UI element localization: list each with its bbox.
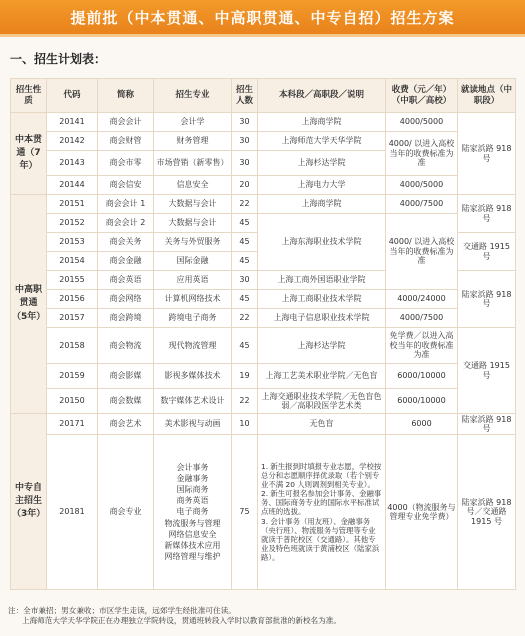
cell-school: 上海交通职业技术学院／无色盲色弱／高职段医学艺术类 <box>258 389 386 414</box>
table-row <box>11 389 516 414</box>
cell-code: 20171 <box>47 414 98 435</box>
cell-abbr: 商会艺术 <box>98 414 154 435</box>
footnote-line-2: 上海师范大学天华学院正在办理独立学院转设，贯通班转段入学时以教育部批准的新校名为准。 <box>22 616 341 626</box>
header-location: 就读地点（中职段） <box>458 79 516 113</box>
cell-location: 陆家浜路 918 号 <box>458 414 516 435</box>
cell-location: 陆家浜路 918 号 <box>458 195 516 233</box>
cell-code: 20144 <box>47 176 98 195</box>
cell-abbr: 商会跨境 <box>98 309 154 328</box>
cell-abbr: 商会信安 <box>98 176 154 195</box>
cell-major: 计算机网络技术 <box>154 290 232 309</box>
cell-major: 大数据与会计 <box>154 214 232 233</box>
cell-code: 20157 <box>47 309 98 328</box>
table-row <box>11 328 516 364</box>
header-abbr: 简称 <box>98 79 154 113</box>
cell-location: 陆家浜路 918 号／交通路 1915 号 <box>458 435 516 590</box>
cell-fee: 4000/5000 <box>386 113 458 132</box>
cell-code: 20155 <box>47 271 98 290</box>
cell-school: 上海杉达学院 <box>258 151 386 176</box>
cell-major: 会计事务 金融事务 国际商务 商务英语 电子商务 物流服务与管理 网络信息安全 新媒体技术应用 网络管理与维护 <box>154 435 232 590</box>
footnote <box>8 606 520 627</box>
cell-major: 市场营销（新零售） <box>154 151 232 176</box>
table-row <box>11 364 516 389</box>
cell-count: 22 <box>232 195 258 214</box>
cell-abbr: 商会财管 <box>98 132 154 151</box>
header-school: 本科段／高职段／说明 <box>258 79 386 113</box>
section-title: 一、招生计划表： <box>10 52 107 66</box>
cell-school: 上海工商外国语职业学院 <box>258 271 386 290</box>
cell-school: 1. 新生报到时填报专业志愿，学校按总分和志愿顺序择优录取（若个别专业不满 20 人则调剂到相关专业）。 2. 新生可报名参加会计事务、金融事务、国际商务专业的国际水平标准试点班的选拔。 3. 会计事务（用友班）、金融事务（央行班）、物流服务与管理等专业就读于普陀校区（交通路）。其他专业及特色班就读于黄浦校区（陆家浜路）。 <box>258 435 386 590</box>
cell-location: 陆家浜路 918 号 <box>458 113 516 195</box>
cell-abbr: 商会金融 <box>98 252 154 271</box>
header-nature: 招生性质 <box>11 79 47 113</box>
cell-fee: 4000/7500 <box>386 195 458 214</box>
cell-abbr: 商会会计 <box>98 113 154 132</box>
cell-abbr: 商会会计 1 <box>98 195 154 214</box>
cell-major: 现代物流管理 <box>154 328 232 364</box>
cell-count: 45 <box>232 290 258 309</box>
group-zhongben: 中本贯通（7年） <box>11 113 47 195</box>
cell-fee: 6000/10000 <box>386 364 458 389</box>
footnote-line-1: 注：全市兼招；男女兼收；市区学生走读，远郊学生经批准可住读。 <box>8 606 236 615</box>
table-row <box>11 435 516 590</box>
cell-school: 上海师范大学天华学院 <box>258 132 386 151</box>
cell-abbr: 商会影媒 <box>98 364 154 389</box>
cell-fee: 6000/10000 <box>386 389 458 414</box>
cell-school: 上海杉达学院 <box>258 328 386 364</box>
cell-major: 国际金融 <box>154 252 232 271</box>
cell-major: 会计学 <box>154 113 232 132</box>
cell-major: 大数据与会计 <box>154 195 232 214</box>
cell-abbr: 商会英语 <box>98 271 154 290</box>
cell-location: 交通路 1915 号 <box>458 328 516 414</box>
cell-code: 20154 <box>47 252 98 271</box>
cell-fee: 4000/ 以进入高校当年的收费标准为准 <box>386 132 458 176</box>
table-row <box>11 309 516 328</box>
cell-count: 30 <box>232 151 258 176</box>
cell-count: 19 <box>232 364 258 389</box>
cell-code: 20150 <box>47 389 98 414</box>
cell-major: 跨境电子商务 <box>154 309 232 328</box>
cell-code: 20152 <box>47 214 98 233</box>
cell-code: 20156 <box>47 290 98 309</box>
table-row <box>11 132 516 151</box>
cell-code: 20141 <box>47 113 98 132</box>
cell-count: 75 <box>232 435 258 590</box>
cell-school: 上海商学院 <box>258 195 386 214</box>
cell-fee: 4000/5000 <box>386 176 458 195</box>
header-major: 招生专业 <box>154 79 232 113</box>
cell-code: 20158 <box>47 328 98 364</box>
cell-school: 上海电子信息职业技术学院 <box>258 309 386 328</box>
enrollment-plan-table <box>10 78 516 590</box>
header-fee: 收费（元／年）（中职／高校） <box>386 79 458 113</box>
cell-abbr: 商会数媒 <box>98 389 154 414</box>
cell-fee: 6000 <box>386 414 458 435</box>
cell-code: 20181 <box>47 435 98 590</box>
cell-fee: 4000/24000 <box>386 290 458 309</box>
cell-school: 上海商学院 <box>258 113 386 132</box>
cell-location: 交通路 1915 号 <box>458 233 516 271</box>
group-zhonggao: 中高职贯通（5年） <box>11 195 47 414</box>
cell-count: 45 <box>232 328 258 364</box>
cell-school: 无色盲 <box>258 414 386 435</box>
cell-code: 20151 <box>47 195 98 214</box>
table-row <box>11 290 516 309</box>
cell-location: 陆家浜路 918 号 <box>458 271 516 328</box>
cell-school: 上海工艺美术职业学院／无色盲 <box>258 364 386 389</box>
cell-abbr: 商会关务 <box>98 233 154 252</box>
cell-count: 45 <box>232 214 258 233</box>
cell-major: 财务管理 <box>154 132 232 151</box>
cell-school: 上海工商职业技术学院 <box>258 290 386 309</box>
cell-count: 20 <box>232 176 258 195</box>
cell-code: 20159 <box>47 364 98 389</box>
cell-count: 22 <box>232 309 258 328</box>
cell-count: 30 <box>232 271 258 290</box>
table-row <box>11 195 516 214</box>
cell-abbr: 商会市零 <box>98 151 154 176</box>
cell-major: 美术影视与动画 <box>154 414 232 435</box>
cell-code: 20143 <box>47 151 98 176</box>
cell-major: 关务与外贸服务 <box>154 233 232 252</box>
cell-major: 影视多媒体技术 <box>154 364 232 389</box>
cell-fee: 4000（物流服务与管理专业免学费） <box>386 435 458 590</box>
cell-abbr: 商会物流 <box>98 328 154 364</box>
cell-count: 10 <box>232 414 258 435</box>
cell-count: 22 <box>232 389 258 414</box>
header-code: 代码 <box>47 79 98 113</box>
cell-count: 30 <box>232 132 258 151</box>
table-row <box>11 414 516 435</box>
cell-major: 应用英语 <box>154 271 232 290</box>
cell-abbr: 商会会计 2 <box>98 214 154 233</box>
table-header-row <box>11 79 516 113</box>
header-count: 招生人数 <box>232 79 258 113</box>
group-zhongzhuan: 中专自主招生（3年） <box>11 414 47 590</box>
cell-abbr: 商会网络 <box>98 290 154 309</box>
cell-fee: 免学费／以进入高校当年的收费标准为准 <box>386 328 458 364</box>
cell-fee: 4000/7500 <box>386 309 458 328</box>
cell-abbr: 商会专业 <box>98 435 154 590</box>
cell-fee: 4000/ 以进入高校当年的收费标准为准 <box>386 214 458 290</box>
cell-school: 上海电力大学 <box>258 176 386 195</box>
cell-code: 20153 <box>47 233 98 252</box>
table-row <box>11 176 516 195</box>
cell-count: 30 <box>232 113 258 132</box>
page-banner: 提前批（中本贯通、中高职贯通、中专自招）招生方案 <box>0 0 525 37</box>
table-row <box>11 214 516 233</box>
cell-major: 信息安全 <box>154 176 232 195</box>
cell-major: 数字媒体艺术设计 <box>154 389 232 414</box>
cell-school: 上海东海职业技术学院 <box>258 214 386 271</box>
cell-count: 45 <box>232 233 258 252</box>
table-row <box>11 113 516 132</box>
cell-code: 20142 <box>47 132 98 151</box>
cell-count: 45 <box>232 252 258 271</box>
